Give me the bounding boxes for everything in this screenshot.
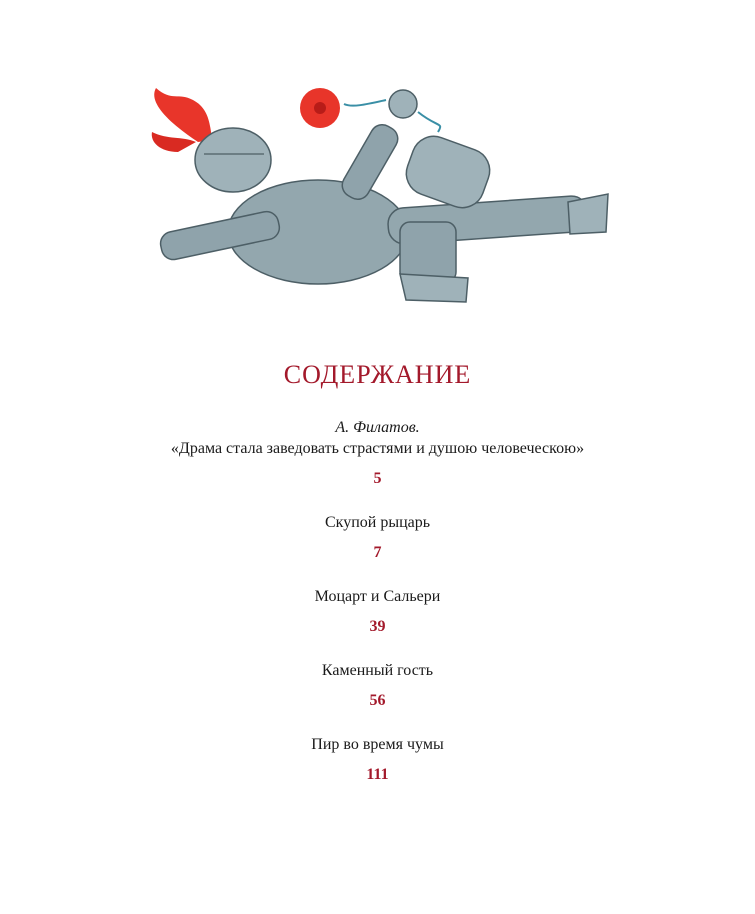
toc-entry[interactable]	[0, 512, 755, 564]
toc-entry[interactable]	[0, 586, 755, 638]
contents-heading: СОДЕРЖАНИЕ	[283, 360, 472, 389]
toc-title: Моцарт и Сальери	[314, 588, 441, 605]
toc-title: Каменный гость	[321, 662, 434, 679]
toc-page-number: 111	[366, 766, 389, 783]
toc-page-number: 7	[373, 544, 382, 561]
table-of-contents	[0, 418, 755, 808]
toc-title: «Драма стала заведовать страстями и душою человеческою»	[170, 440, 585, 457]
toc-title: Пир во время чумы	[311, 736, 444, 753]
toc-entry[interactable]	[0, 660, 755, 712]
toc-author: А. Филатов.	[335, 419, 420, 436]
toc-page-number: 5	[373, 470, 382, 487]
toc-entry[interactable]	[0, 418, 755, 490]
toc-title: Скупой рыцарь	[324, 514, 431, 531]
toc-page-number: 56	[369, 692, 386, 709]
knight-with-flower-icon	[138, 82, 618, 314]
toc-entry[interactable]	[0, 734, 755, 786]
toc-page-number: 39	[369, 618, 386, 635]
